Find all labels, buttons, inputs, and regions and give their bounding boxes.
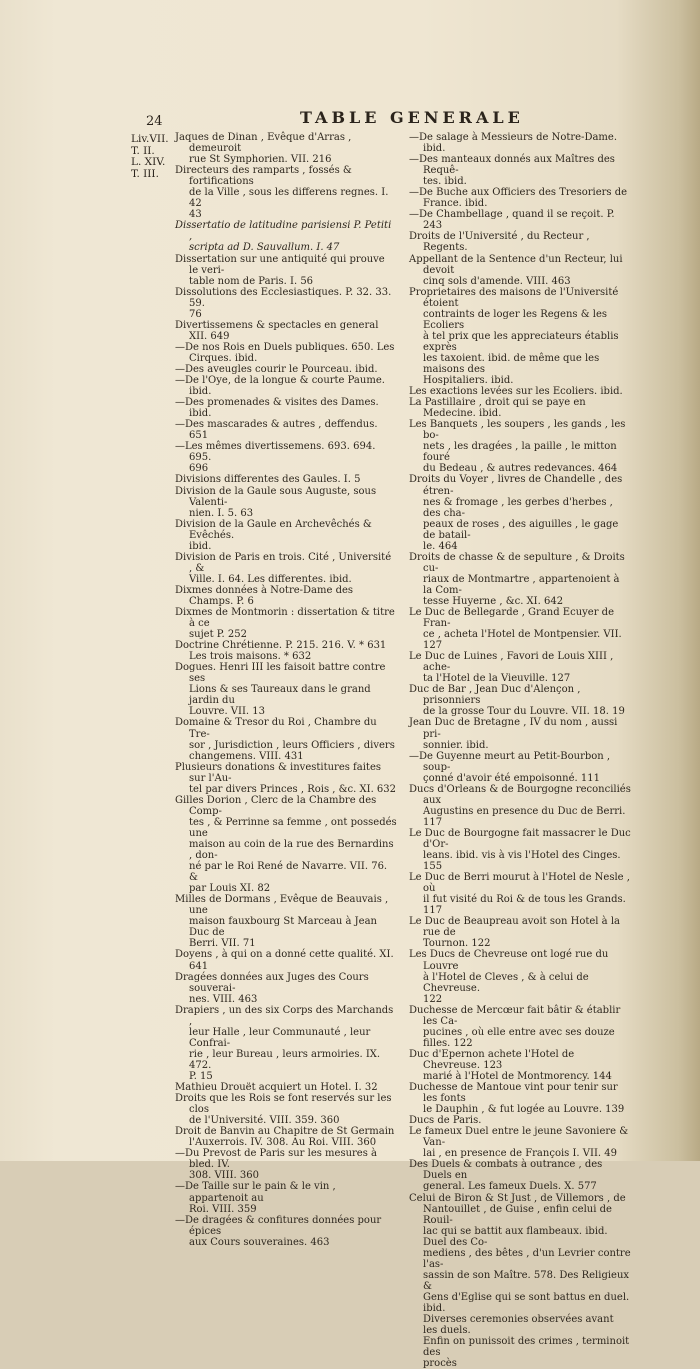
index-entry: Les Banquets , les soupers , les gands , les bo- nets , les dragées , la paille , le mitton fouré du Bedeau , & autres redevances. 464 (409, 419, 631, 474)
index-entry: Division de Paris en trois. Cité , Université , & Ville. I. 64. Les differentes. ibid. (175, 552, 397, 585)
index-entry: Dissolutions des Ecclesiastiques. P. 32. 33. 59. 76 (175, 287, 397, 320)
index-entry: Le Duc de Luines , Favori de Louis XIII , ache- ta l'Hotel de la Vieuville. 127 (409, 651, 631, 684)
index-entry: Droits du Voyer , livres de Chandelle , des étren- nes & fromage , les gerbes d'herbes , des cha- peaux de roses , des aiguilles , le gage de batail- le. 464 (409, 474, 631, 551)
index-entry: —Les mêmes divertissemens. 693. 694. 695. 696 (175, 441, 397, 474)
index-entry: Les exactions levées sur les Ecoliers. ibid. (409, 386, 631, 397)
index-entry: Le Duc de Bellegarde , Grand Ecuyer de Fran- ce , acheta l'Hotel de Montpensier. VII. 127 (409, 607, 631, 651)
index-entry: Dissertatio de latitudine parisiensi P. Petiti , scripta ad D. Sauvallum. I. 47 (175, 220, 397, 253)
index-entry: Le Duc de Bourgogne fait massacrer le Duc d'Or- leans. ibid. vis à vis l'Hotel des Cinges. 155 (409, 828, 631, 872)
index-entry: —De salage à Messieurs de Notre-Dame. ibid. (409, 132, 631, 154)
index-entry: Appellant de la Sentence d'un Recteur, lui devoit cinq sols d'amende. VIII. 463 (409, 254, 631, 287)
margin-note: L. XIV. (131, 157, 175, 169)
index-entry: Ducs de Paris. (409, 1115, 631, 1126)
index-entry: Directeurs des ramparts , fossés & fortifications de la Ville , sous les differens regnes. I. 42 43 (175, 165, 397, 220)
index-entry: —De Chambellage , quand il se reçoit. P. 243 (409, 209, 631, 231)
index-entry: Milles de Dormans , Evêque de Beauvais , une maison fauxbourg St Marceau à Jean Duc de Berri. VII. 71 (175, 894, 397, 949)
margin-notes (131, 134, 175, 180)
index-entry: Duc de Bar , Jean Duc d'Alençon , prisonniers de la grosse Tour du Louvre. VII. 18. 19 (409, 684, 631, 717)
index-entry: —Des mascarades & autres , deffendus. 651 (175, 419, 397, 441)
index-entry: Droit de Banvin au Chapitre de St Germain l'Auxerrois. IV. 308. Au Roi. VIII. 360 (175, 1126, 397, 1148)
index-entry: Divisions differentes des Gaules. I. 5 (175, 474, 397, 485)
index-entry: Divertissemens & spectacles en general XII. 649 (175, 320, 397, 342)
index-entry: Jean Duc de Bretagne , IV du nom , aussi pri- sonnier. ibid. (409, 717, 631, 750)
index-entry: —De Buche aux Officiers des Tresoriers de France. ibid. (409, 187, 631, 209)
index-entry: Dixmes de Montmorin : dissertation & titre à ce sujet P. 252 (175, 607, 397, 640)
index-entry: Drapiers , un des six Corps des Marchands , leur Halle , leur Communauté , leur Confrai- rie , leur Bureau , leurs armoiries. IX. 472. P. 15 (175, 1005, 397, 1082)
index-entry: Domaine & Tresor du Roi , Chambre du Tre- sor , Jurisdiction , leurs Officiers , divers changemens. VIII. 431 (175, 717, 397, 761)
index-entry: Droits de chasse & de sepulture , & Droits cu- riaux de Montmartre , appartenoient à la Com- tesse Huyerne , &c. XI. 642 (409, 552, 631, 607)
index-entry: Ducs d'Orleans & de Bourgogne reconciliés aux Augustins en presence du Duc de Berri. 117 (409, 784, 631, 828)
index-entry: Doctrine Chrétienne. P. 215. 216. V. * 631 Les trois maisons. * 632 (175, 640, 397, 662)
index-entry: Duchesse de Mercœur fait bâtir & établir les Ca- pucines , où elle entre avec ses douze filles. 122 (409, 1005, 631, 1049)
index-entry: —Des aveugles courir le Pourceau. ibid. (175, 364, 397, 375)
margin-note: T. III. (131, 169, 175, 181)
index-entry: —De dragées & confitures données pour épices aux Cours souveraines. 463 (175, 1215, 397, 1248)
index-entry: Dragées données aux Juges des Cours souverai- nes. VIII. 463 (175, 972, 397, 1005)
index-entry: Mathieu Drouët acquiert un Hotel. I. 32 (175, 1082, 397, 1093)
index-entry: La Pastillaire , droit qui se paye en Medecine. ibid. (409, 397, 631, 419)
index-column-left (175, 132, 397, 1248)
index-entry: —De Taille sur le pain & le vin , appartenoit au Roi. VIII. 359 (175, 1181, 397, 1214)
index-entry: Le fameux Duel entre le jeune Savoniere & Van- lai , en presence de François I. VII. 49 (409, 1126, 631, 1159)
index-entry: —Des manteaux donnés aux Maîtres des Requê- tes. ibid. (409, 154, 631, 187)
index-entry: Celui de Biron & St Just , de Villemors , de Nantouillet , de Guise , enfin celui de Rouil- lac qui se battit aux flambeaux. ibid. Duel des Co- mediens , des bêtes , d'un Levrier contre l'as- sassin de son Maître. 578. Des Religieux & Gens d'Eglise qui se sont battus en duel. ibid. Diverses ceremonies observées avant les duels. Enfin on punissoit des crimes , terminoit des procès (409, 1193, 631, 1369)
index-entry: Le Duc de Berri mourut à l'Hotel de Nesle , où il fut visité du Roi & de tous les Grands. 117 (409, 872, 631, 916)
running-title: TABLE GENERALE (300, 108, 524, 127)
index-entry: Les Ducs de Chevreuse ont logé rue du Louvre à l'Hotel de Cleves , & à celui de Chevreuse. 122 (409, 949, 631, 1004)
index-entry: Dissertation sur une antiquité qui prouve le veri- table nom de Paris. I. 56 (175, 254, 397, 287)
index-entry: Droits de l'Université , du Recteur , Regents. (409, 231, 631, 253)
page-number: 24 (146, 114, 163, 129)
margin-note: T. II. (131, 146, 175, 158)
index-entry: —Du Prevost de Paris sur les mesures à bled. IV. 308. VIII. 360 (175, 1148, 397, 1181)
index-entry: Plusieurs donations & investitures faites sur l'Au- tel par divers Princes , Rois , &c. XI. 632 (175, 762, 397, 795)
index-entry: —De l'Oye, de la longue & courte Paume. ibid. (175, 375, 397, 397)
margin-note: Liv.VII. (131, 134, 175, 146)
index-entry: Gilles Dorion , Clerc de la Chambre des Comp- tes , & Perrinne sa femme , ont possedés une maison au coin de la rue des Bernardins , don- né par le Roi René de Navarre. VII. 76. & par Louis XI. 82 (175, 795, 397, 894)
index-entry: Duc d'Epernon achete l'Hotel de Chevreuse. 123 marié à l'Hotel de Montmorency. 144 (409, 1049, 631, 1082)
index-entry: Duchesse de Mantoue vint pour tenir sur les fonts le Dauphin , & fut logée au Louvre. 139 (409, 1082, 631, 1115)
index-entry: Division de la Gaule sous Auguste, sous Valenti- nien. I. 5. 63 (175, 486, 397, 519)
index-entry: Le Duc de Beaupreau avoit son Hotel à la rue de Tournon. 122 (409, 916, 631, 949)
index-entry: Division de la Gaule en Archevêchés & Evêchés. ibid. (175, 519, 397, 552)
index-entry: Des Duels & combats à outrance , des Duels en general. Les fameux Duels. X. 577 (409, 1159, 631, 1192)
index-column-right (409, 132, 631, 1369)
index-entry: —De nos Rois en Duels publiques. 650. Les Cirques. ibid. (175, 342, 397, 364)
index-entry: Doyens , à qui on a donné cette qualité. XI. 641 (175, 949, 397, 971)
index-entry: Droits que les Rois se font reservés sur les clos de l'Université. VIII. 359. 360 (175, 1093, 397, 1126)
index-entry: Dixmes données à Notre-Dame des Champs. P. 6 (175, 585, 397, 607)
index-entry: Jaques de Dinan , Evêque d'Arras , demeuroit rue St Symphorien. VII. 216 (175, 132, 397, 165)
index-entry: —De Guyenne meurt au Petit-Bourbon , soup- çonné d'avoir été empoisonné. 111 (409, 751, 631, 784)
index-entry: Dogues. Henri III les faisoit battre contre ses Lions & ses Taureaux dans le grand jardin du Louvre. VII. 13 (175, 662, 397, 717)
index-entry: —Des promenades & visites des Dames. ibid. (175, 397, 397, 419)
index-entry: Proprietaires des maisons de l'Université étoient contraints de loger les Regens & les Ecoliers à tel prix que les appreciateurs établis exprès les taxoient. ibid. de même que les maisons des Hospitaliers. ibid. (409, 287, 631, 386)
